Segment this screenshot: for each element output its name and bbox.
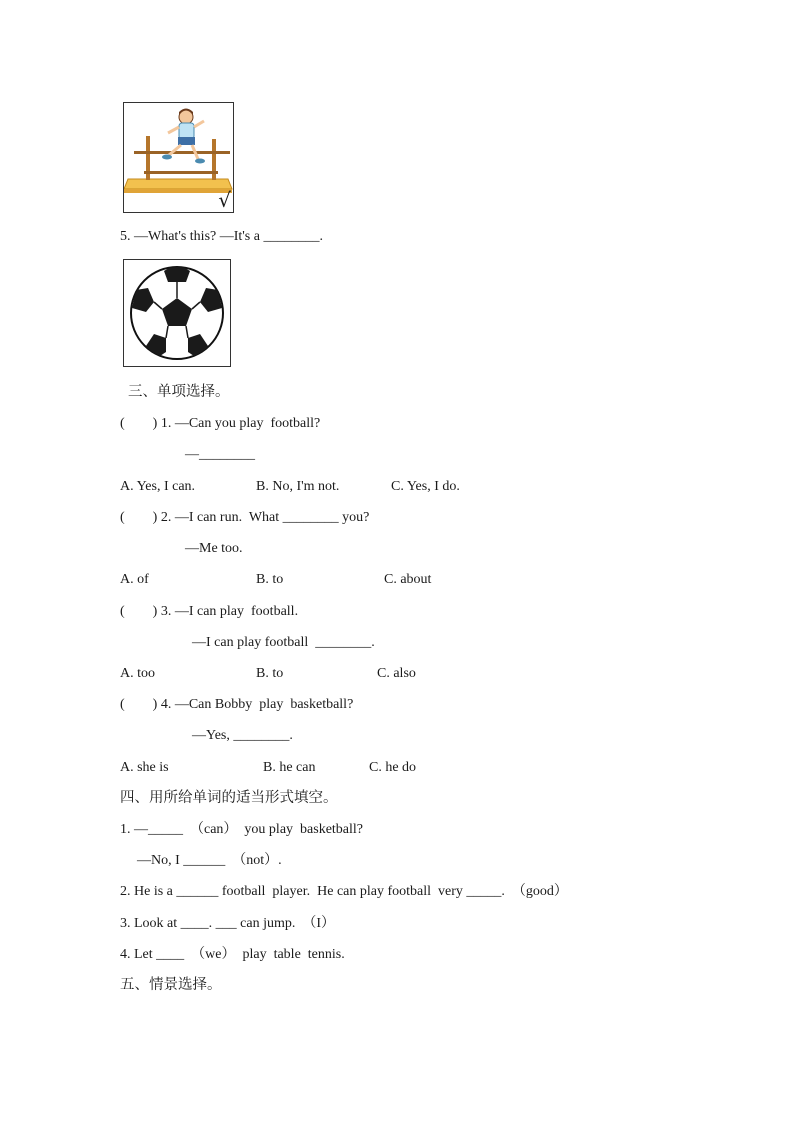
q3-4-option-b: B. he can <box>263 760 316 775</box>
q3-4-stem: ( ) 4. —Can Bobby play basketball? <box>120 697 354 712</box>
q4-1-line-b: —No, I ______ （not）. <box>137 853 282 868</box>
q3-3-option-a: A. too <box>120 666 155 681</box>
q4-2: 2. He is a ______ football player. He can play football very _____. （good） <box>120 884 568 899</box>
q3-1-option-b: B. No, I'm not. <box>256 479 340 494</box>
q3-2-reply: —Me too. <box>185 541 243 556</box>
section-4-heading: 四、用所给单词的适当形式填空。 <box>120 790 338 806</box>
q3-2-option-a: A. of <box>120 572 149 587</box>
q3-3-stem: ( ) 3. —I can play football. <box>120 604 299 619</box>
hurdle-picture <box>123 102 234 213</box>
check-mark: √ <box>218 188 231 212</box>
q3-1-option-c: C. Yes, I do. <box>391 479 460 494</box>
q3-3-option-b: B. to <box>256 666 284 681</box>
q3-2-stem: ( ) 2. —I can run. What ________ you? <box>120 510 370 525</box>
q3-1-reply: —________ <box>185 447 255 462</box>
question-5: 5. —What's this? —It's a ________. <box>120 229 323 244</box>
football-icon <box>124 260 230 366</box>
q3-1-stem: ( ) 1. —Can you play football? <box>120 416 321 431</box>
q3-4-option-a: A. she is <box>120 760 169 775</box>
q3-3-reply: —I can play football ________. <box>192 635 375 650</box>
section-3-heading: 三、单项选择。 <box>128 384 230 400</box>
q4-1-line-a: 1. —_____ （can） you play basketball? <box>120 822 364 837</box>
q3-3-option-c: C. also <box>377 666 416 681</box>
q4-3: 3. Look at ____. ___ can jump. （I） <box>120 916 336 931</box>
q3-4-option-c: C. he do <box>369 760 417 775</box>
q3-2-option-c: C. about <box>384 572 432 587</box>
boy-hurdling-icon <box>124 103 233 212</box>
q3-4-reply: —Yes, ________. <box>192 728 293 743</box>
section-5-heading: 五、情景选择。 <box>120 977 222 993</box>
football-picture <box>123 259 231 367</box>
q3-2-option-b: B. to <box>256 572 284 587</box>
q3-1-option-a: A. Yes, I can. <box>120 479 196 494</box>
q4-4: 4. Let ____ （we） play table tennis. <box>120 947 345 962</box>
